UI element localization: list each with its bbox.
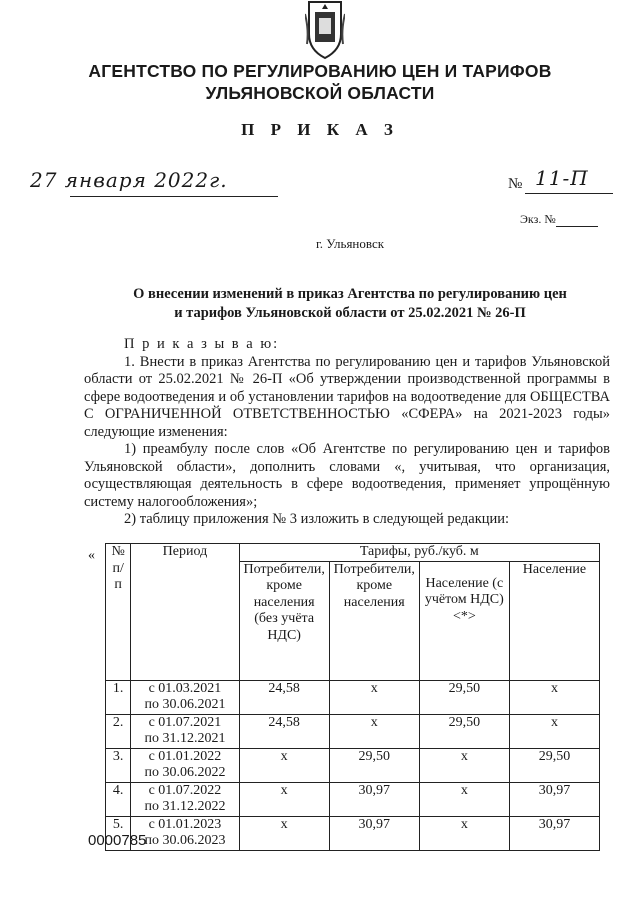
organization-name bbox=[0, 60, 640, 104]
subheader-2: Потребители, кроме населения bbox=[329, 561, 419, 680]
tariff-cell: х bbox=[419, 782, 509, 816]
subheader-1: Потребители, кроме населения (без учёта НДС) bbox=[239, 561, 329, 680]
tariff-cell: 24,58 bbox=[239, 680, 329, 714]
period-to: по 30.06.2023 bbox=[144, 833, 226, 848]
table-row bbox=[106, 782, 600, 816]
handwritten-number: 11-П bbox=[535, 166, 589, 190]
tariff-cell: 24,58 bbox=[239, 714, 329, 748]
period-to: по 30.06.2021 bbox=[144, 697, 226, 712]
document-subject bbox=[0, 285, 640, 323]
tariff-cell: х bbox=[419, 816, 509, 850]
row-period bbox=[131, 748, 239, 782]
header-period: Период bbox=[131, 544, 239, 681]
row-num: 5. bbox=[106, 816, 131, 850]
subject-line-1: О внесении изменений в приказ Агентства по регулированию цен bbox=[133, 286, 567, 302]
tariff-cell: х bbox=[419, 748, 509, 782]
date-underline bbox=[70, 196, 278, 197]
period-to: по 31.12.2022 bbox=[144, 799, 226, 814]
table-row bbox=[106, 748, 600, 782]
document-body bbox=[84, 336, 610, 529]
table-row bbox=[106, 816, 600, 850]
header-tariffs: Тарифы, руб./куб. м bbox=[239, 544, 599, 562]
tariff-cell: х bbox=[329, 714, 419, 748]
number-label: № bbox=[508, 176, 523, 192]
row-period bbox=[131, 816, 239, 850]
paragraph-3: 2) таблицу приложения № 3 изложить в следующей редакции: bbox=[124, 511, 510, 527]
table-row bbox=[106, 714, 600, 748]
handwritten-date: 27 января 2022г. bbox=[30, 168, 228, 192]
tariff-cell: 30,97 bbox=[509, 816, 599, 850]
tariff-cell: 30,97 bbox=[329, 782, 419, 816]
tariff-cell: 29,50 bbox=[509, 748, 599, 782]
organization-line-2: УЛЬЯНОВСКОЙ ОБЛАСТИ bbox=[205, 83, 435, 103]
paragraph-2: 1) преамбулу после слов «Об Агентстве по регулированию цен и тарифов Ульяновской области», дополнить словами «, учитывая, что организация, осуществляющая деятельность в сфере водоотведения, применяет упрощённую систему налогообложения»; bbox=[84, 441, 610, 510]
tariff-cell: 30,97 bbox=[509, 782, 599, 816]
subject-line-2: и тарифов Ульяновской области от 25.02.2021 № 26-П bbox=[174, 305, 526, 321]
coat-of-arms-icon bbox=[305, 0, 345, 62]
number-underline bbox=[525, 193, 613, 194]
tariff-cell: 29,50 bbox=[329, 748, 419, 782]
document-serial-number: 0000785 bbox=[88, 832, 147, 849]
tariff-cell: х bbox=[239, 782, 329, 816]
copy-number-field bbox=[520, 212, 612, 227]
table-header-row bbox=[106, 544, 600, 562]
period-from: с 01.01.2022 bbox=[148, 748, 222, 764]
copy-number-label: Экз. № bbox=[520, 212, 556, 226]
table-row bbox=[106, 680, 600, 714]
tariff-cell: 30,97 bbox=[329, 816, 419, 850]
row-num: 4. bbox=[106, 782, 131, 816]
period-from: с 01.07.2022 bbox=[148, 782, 222, 798]
period-to: по 31.12.2021 bbox=[144, 731, 226, 746]
organization-line-1: АГЕНТСТВО ПО РЕГУЛИРОВАНИЮ ЦЕН И ТАРИФОВ bbox=[88, 61, 552, 81]
tariff-cell: х bbox=[239, 748, 329, 782]
header-num: № п/п bbox=[106, 544, 131, 681]
period-from: с 01.03.2021 bbox=[148, 680, 222, 696]
row-period bbox=[131, 680, 239, 714]
city: г. Ульяновск bbox=[315, 236, 385, 251]
tariff-cell: 29,50 bbox=[419, 714, 509, 748]
period-from: с 01.07.2021 bbox=[148, 714, 222, 730]
row-period bbox=[131, 782, 239, 816]
subheader-3: Население (с учётом НДС)<*> bbox=[419, 561, 509, 680]
row-num: 3. bbox=[106, 748, 131, 782]
row-period bbox=[131, 714, 239, 748]
subheader-4: Население bbox=[509, 561, 599, 680]
orders-phrase: П р и к а з ы в а ю: bbox=[124, 336, 280, 352]
tariff-cell: х bbox=[509, 680, 599, 714]
copy-number-blank bbox=[556, 215, 598, 227]
opening-quote: « bbox=[88, 548, 95, 563]
paragraph-1: 1. Внести в приказ Агентства по регулированию цен и тарифов Ульяновской области от 25.02.2021 № 26-П «Об утверждении производственной программы в сфере водоотведения и об установлении тарифов на водоотведение для ОБЩЕСТВА С ОГРАНИЧЕННОЙ ОТВЕТСТВЕННОСТЬЮ «СФЕРА» на 2021-2023 годы» следующие изменения: bbox=[84, 353, 610, 440]
row-num: 1. bbox=[106, 680, 131, 714]
row-num: 2. bbox=[106, 714, 131, 748]
tariff-cell: 29,50 bbox=[419, 680, 509, 714]
period-to: по 30.06.2022 bbox=[144, 765, 226, 780]
tariff-cell: х bbox=[329, 680, 419, 714]
tariff-cell: х bbox=[239, 816, 329, 850]
period-from: с 01.01.2023 bbox=[148, 816, 222, 832]
document-type: П Р И К А З bbox=[241, 120, 399, 139]
tariff-cell: х bbox=[509, 714, 599, 748]
tariff-table bbox=[105, 543, 600, 851]
